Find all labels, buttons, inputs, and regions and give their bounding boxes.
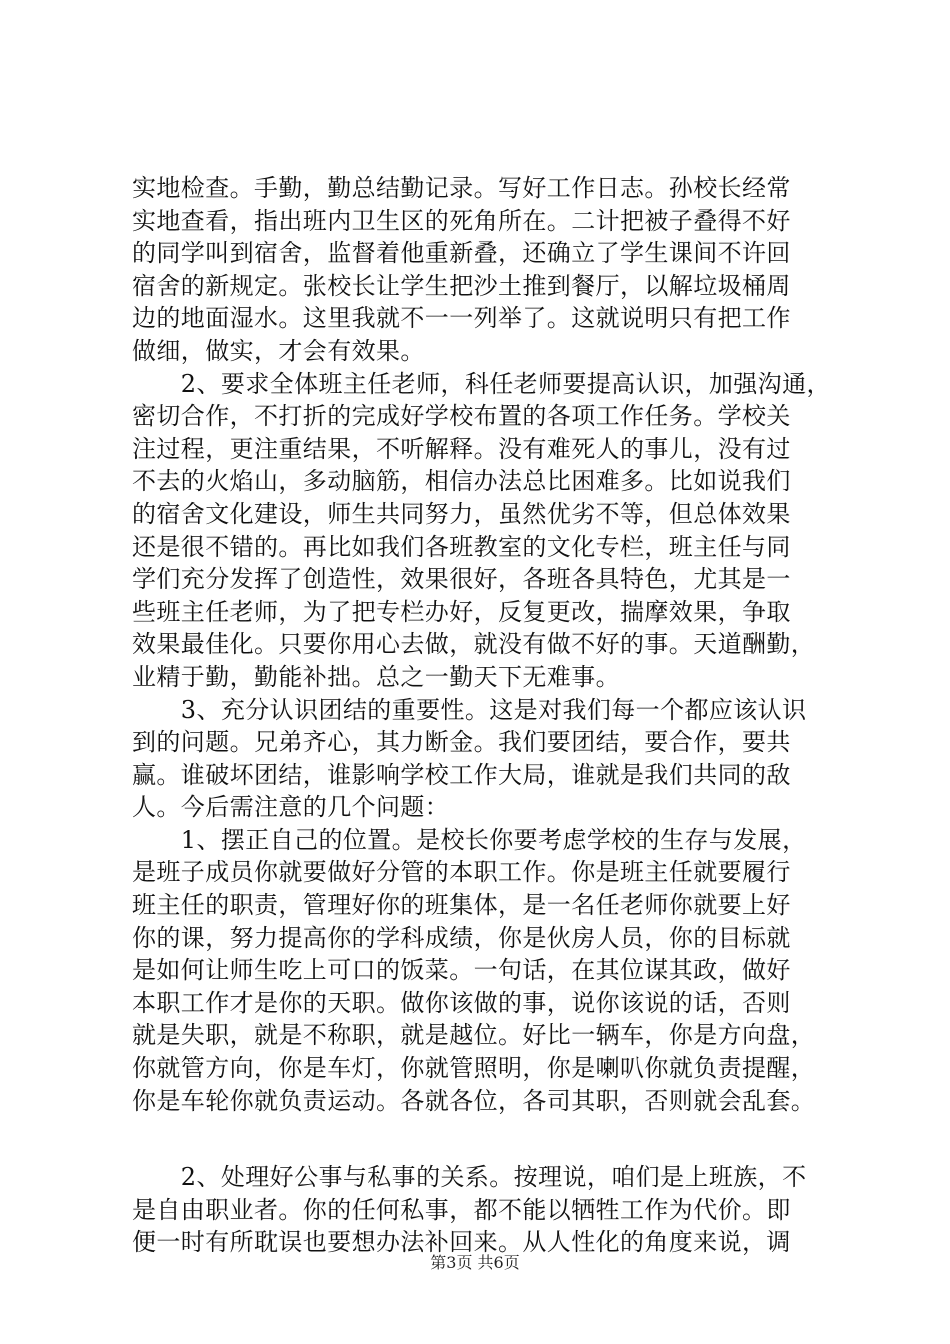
text-line: 效果最佳化。只要你用心去做，就没有做不好的事。天道酬勤， [132, 630, 816, 659]
text-line: 学们充分发挥了创造性，效果很好，各班各具特色，尤其是一 [132, 565, 791, 594]
text-line: 做细，做实，才会有效果。 [132, 336, 425, 365]
text-line: 注过程，更注重结果，不听解释。没有难死人的事儿，没有过 [132, 434, 791, 463]
text-line: 便一时有所耽误也要想办法补回来。从人性化的角度来说，调 [132, 1228, 791, 1257]
text-line: 你的课，努力提高你的学科成绩，你是伙房人员，你的目标就 [132, 923, 791, 952]
paragraph-gap [132, 1117, 832, 1161]
text-line: 本职工作才是你的天职。做你该做的事，说你该说的话，否则 [132, 988, 791, 1017]
text-line: 密切合作，不打折的完成好学校布置的各项工作任务。学校关 [132, 402, 791, 431]
text-line: 3、充分认识团结的重要性。这是对我们每一个都应该认识 [132, 695, 807, 724]
text-line: 是班子成员你就要做好分管的本职工作。你是班主任就要履行 [132, 858, 791, 887]
text-line: 你就管方向，你是车灯，你就管照明，你是喇叭你就负责提醒， [132, 1054, 816, 1083]
text-line: 些班主任老师，为了把专栏办好，反复更改，揣摩效果，争取 [132, 597, 791, 626]
text-line: 不去的火焰山，多动脑筋，相信办法总比困难多。比如说我们 [132, 467, 791, 496]
text-line: 还是很不错的。再比如我们各班教室的文化专栏，班主任与同 [132, 532, 791, 561]
document-body [132, 172, 832, 1259]
text-line: 就是失职，就是不称职，就是越位。好比一辆车，你是方向盘， [132, 1021, 816, 1050]
text-line: 是自由职业者。你的任何私事，都不能以牺牲工作为代价。即 [132, 1195, 791, 1224]
text-line: 人。今后需注意的几个问题： [132, 793, 450, 822]
text-line: 的宿舍文化建设，师生共同努力，虽然优劣不等，但总体效果 [132, 499, 791, 528]
text-line: 2、处理好公事与私事的关系。按理说，咱们是上班族，不 [132, 1163, 807, 1192]
text-line: 的同学叫到宿舍，监督着他重新叠，还确立了学生课间不许回 [132, 239, 791, 268]
text-line: 实地检查。手勤，勤总结勤记录。写好工作日志。孙校长经常 [132, 174, 791, 202]
text-line: 赢。谁破坏团结，谁影响学校工作大局，谁就是我们共同的敌 [132, 760, 791, 789]
text-line: 你是车轮你就负责运动。各就各位，各司其职，否则就会乱套。 [132, 1086, 816, 1115]
text-line: 1、摆正自己的位置。是校长你要考虑学校的生存与发展， [132, 825, 807, 854]
text-line: 宿舍的新规定。张校长让学生把沙土推到餐厅，以解垃圾桶周 [132, 271, 791, 300]
text-line: 2、要求全体班主任老师，科任老师要提高认识，加强沟通， [132, 369, 831, 398]
text-line: 是如何让师生吃上可口的饭菜。一句话，在其位谋其政，做好 [132, 956, 791, 985]
text-line: 边的地面湿水。这里我就不一一列举了。这就说明只有把工作 [132, 304, 791, 333]
page-footer [0, 1250, 950, 1273]
text-line: 实地查看，指出班内卫生区的死角所在。二计把被子叠得不好 [132, 206, 791, 235]
page-number-label: 第3页 共6页 [430, 1253, 520, 1272]
text-line: 班主任的职责，管理好你的班集体，是一名任老师你就要上好 [132, 891, 791, 920]
text-line: 到的问题。兄弟齐心，其力断金。我们要团结，要合作，要共 [132, 728, 791, 757]
text-line: 业精于勤，勤能补拙。总之一勤天下无难事。 [132, 662, 620, 691]
